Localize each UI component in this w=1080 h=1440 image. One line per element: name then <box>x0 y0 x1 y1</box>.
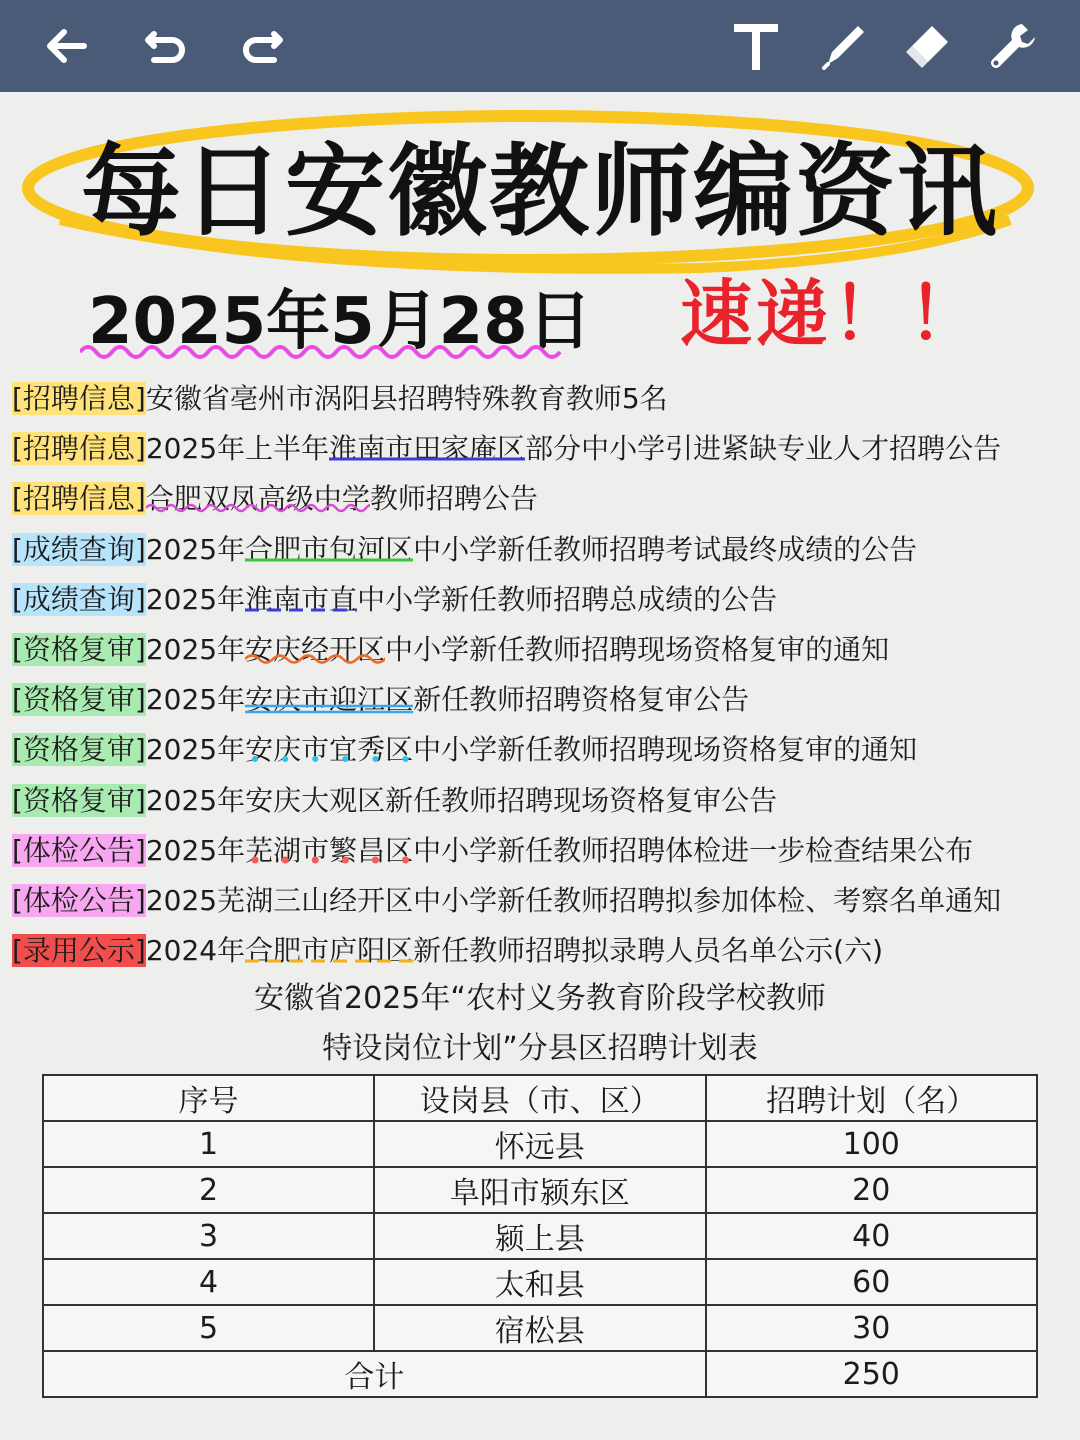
news-text: 2025年上半年 <box>145 432 330 466</box>
news-item[interactable] <box>12 575 1078 625</box>
news-text: 教师招聘公告 <box>369 482 538 516</box>
news-tag: [资格复审] <box>12 783 146 817</box>
table-cell: 1 <box>43 1121 374 1167</box>
table-cell: 颍上县 <box>374 1213 705 1259</box>
title-banner <box>0 100 1080 280</box>
back-arrow-icon[interactable] <box>38 18 94 74</box>
news-text: 新任教师招聘资格复审公告 <box>413 683 750 717</box>
news-item[interactable] <box>12 424 1078 474</box>
news-highlight: 安庆市迎江区 <box>245 683 414 717</box>
news-text: 新任教师招聘现场资格复审公告 <box>385 783 778 817</box>
table-title-line2: 特设岗位计划”分县区招聘计划表 <box>322 1031 758 1066</box>
table-cell: 30 <box>706 1305 1037 1351</box>
news-text: 新任教师招聘拟录聘人员名单公示(六) <box>413 934 883 968</box>
news-text: 2025年 <box>145 833 246 867</box>
news-tag: [招聘信息] <box>12 482 146 516</box>
news-text: 部分中小学引进紧缺专业人才招聘公告 <box>525 432 1002 466</box>
toolbar <box>0 0 1080 92</box>
recruitment-plan-table <box>42 1074 1038 1398</box>
news-highlight: 合肥市庐阳区 <box>245 934 414 968</box>
column-header: 招聘计划（名） <box>706 1075 1037 1121</box>
table-header-row <box>43 1075 1037 1121</box>
table-cell: 5 <box>43 1305 374 1351</box>
table-cell: 阜阳市颍东区 <box>374 1167 705 1213</box>
news-highlight: 安庆经开区 <box>245 633 385 666</box>
news-highlight: 淮南市直 <box>245 582 358 616</box>
wrench-icon[interactable] <box>984 18 1040 74</box>
news-list <box>12 374 1078 976</box>
table-row <box>43 1305 1037 1351</box>
table-title-line1: 安徽省2025年“农村义务教育阶段学校教师 <box>254 981 826 1016</box>
news-text: 2025年 <box>145 582 246 616</box>
news-text: 安徽省亳州市涡阳县招聘特殊教育教师5名 <box>145 382 668 415</box>
news-highlight: 安庆市宜秀区 <box>245 733 414 767</box>
table-row <box>43 1121 1037 1167</box>
news-item[interactable] <box>12 826 1078 876</box>
date-label: 2025年5月28日 <box>88 285 592 359</box>
news-tag: [资格复审] <box>12 733 146 767</box>
news-text: 2025 <box>145 883 218 917</box>
news-text: 中小学新任教师招聘拟参加体检、考察名单通知 <box>413 883 1002 917</box>
column-header: 设岗县（市、区） <box>374 1075 705 1121</box>
page-title: 每日安徽教师编资讯 <box>81 133 999 250</box>
table-cell: 宿松县 <box>374 1305 705 1351</box>
news-text: 中小学新任教师招聘现场资格复审的通知 <box>413 733 918 767</box>
news-item[interactable] <box>12 474 1078 524</box>
table-cell: 2 <box>43 1167 374 1213</box>
news-item[interactable] <box>12 776 1078 826</box>
news-text: 2025年 <box>145 683 246 717</box>
pen-icon[interactable] <box>816 18 872 74</box>
date-squiggle-underline <box>80 342 570 364</box>
total-label: 合计 <box>43 1351 706 1397</box>
table-cell: 3 <box>43 1213 374 1259</box>
news-item[interactable] <box>12 374 1078 424</box>
column-header: 序号 <box>43 1075 374 1121</box>
table-cell: 60 <box>706 1259 1037 1305</box>
news-highlight: 淮南市田家庵区 <box>329 432 526 466</box>
news-tag: [成绩查询] <box>12 582 146 616</box>
text-icon[interactable] <box>728 18 784 74</box>
news-tag: [成绩查询] <box>12 532 146 566</box>
news-highlight: 芜湖市繁昌区 <box>245 833 414 867</box>
news-tag: [体检公告] <box>12 833 146 867</box>
news-tag: [资格复审] <box>12 632 146 666</box>
total-value: 250 <box>706 1351 1037 1397</box>
news-item[interactable] <box>12 725 1078 775</box>
news-text: 2024年 <box>145 934 246 968</box>
undo-icon[interactable] <box>138 18 194 74</box>
news-text: 2025年 <box>145 783 246 817</box>
table-total-row <box>43 1351 1037 1397</box>
news-text: 中小学新任教师招聘总成绩的公告 <box>357 582 778 616</box>
table-cell: 怀远县 <box>374 1121 705 1167</box>
news-tag: [招聘信息] <box>12 382 146 415</box>
news-item[interactable] <box>12 625 1078 675</box>
news-tag: [招聘信息] <box>12 432 146 466</box>
table-cell: 太和县 <box>374 1259 705 1305</box>
news-text: 2025年 <box>145 532 246 566</box>
express-label: 速递！！ <box>680 272 985 356</box>
news-text: 中小学新任教师招聘体检进一步检查结果公布 <box>413 833 974 867</box>
news-item[interactable] <box>12 926 1078 976</box>
news-highlight: 合肥市包河区 <box>245 532 414 566</box>
news-item[interactable] <box>12 876 1078 926</box>
news-highlight: 安庆大观区 <box>245 783 386 817</box>
news-highlight: 合肥双凤高级中学 <box>146 482 370 515</box>
news-highlight: 芜湖三山经开区 <box>217 883 414 917</box>
news-item[interactable] <box>12 675 1078 725</box>
table-cell: 100 <box>706 1121 1037 1167</box>
table-cell: 4 <box>43 1259 374 1305</box>
eraser-icon[interactable] <box>900 18 956 74</box>
news-tag: [录用公示] <box>12 934 146 968</box>
news-text: 2025年 <box>145 632 246 666</box>
news-tag: [资格复审] <box>12 683 146 717</box>
table-cell: 40 <box>706 1213 1037 1259</box>
news-tag: [体检公告] <box>12 883 146 917</box>
table-cell: 20 <box>706 1167 1037 1213</box>
table-row <box>43 1259 1037 1305</box>
redo-icon[interactable] <box>234 18 290 74</box>
news-text: 中小学新任教师招聘现场资格复审的通知 <box>385 632 890 666</box>
table-row <box>43 1167 1037 1213</box>
news-text: 2025年 <box>145 733 246 767</box>
news-text: 中小学新任教师招聘考试最终成绩的公告 <box>413 532 918 566</box>
table-row <box>43 1213 1037 1259</box>
news-item[interactable] <box>12 525 1078 575</box>
